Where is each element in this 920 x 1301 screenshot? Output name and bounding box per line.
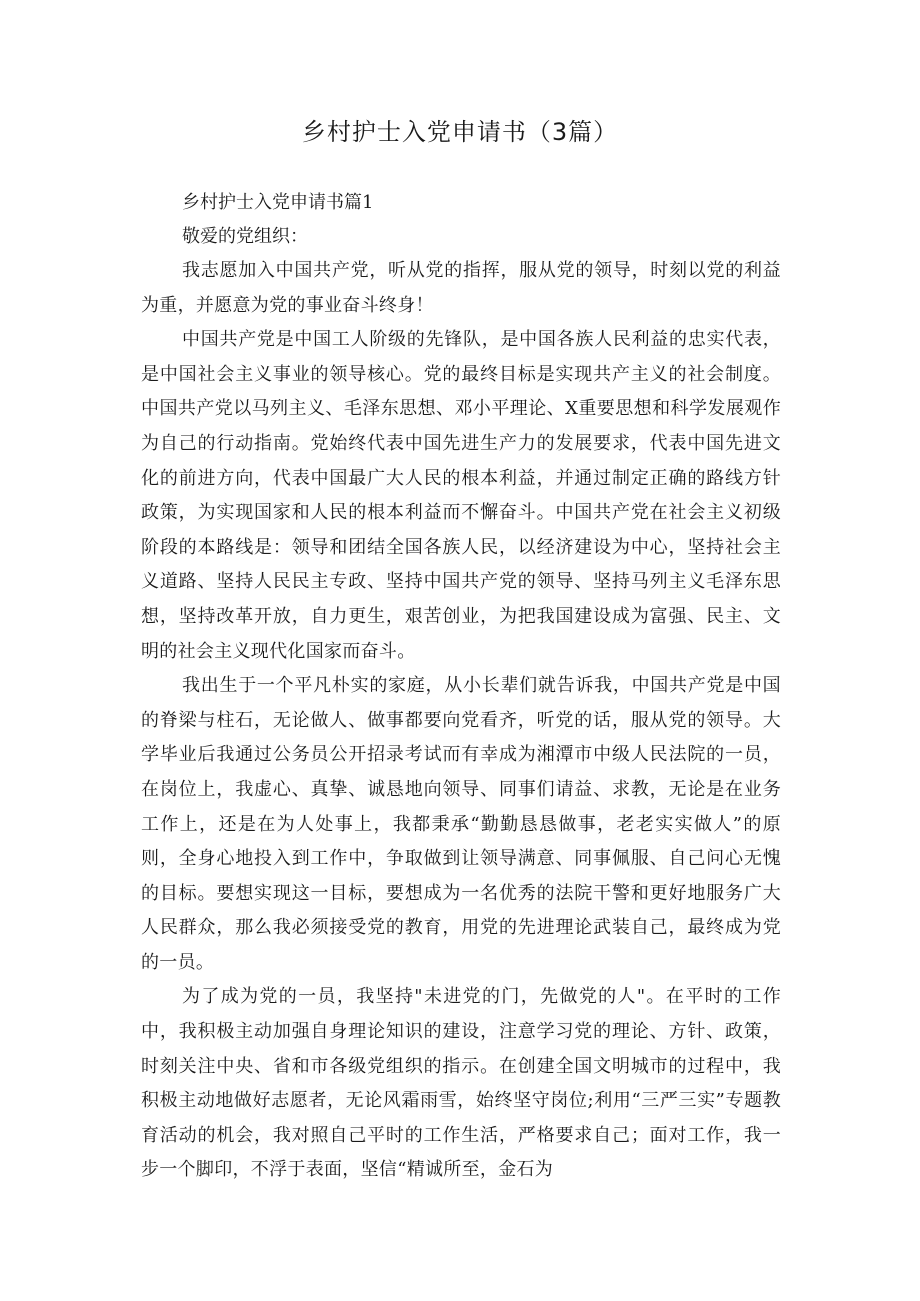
document-body [141,186,781,1188]
paragraph-practice: 为了成为党的一员，我坚持"未进党的门，先做党的人"。在平时的工作中，我积极主动加强自身理论知识的建设，注意学习党的理论、方针、政策，时刻关注中央、省和市各级党组织的指示。在创建全国文明城市的过程中，我积极主动地做好志愿者，无论风霜雨雪，始终坚守岗位;利用“三严三实”专题教育活动的机会，我对照自己平时的工作生活，严格要求自己；面对工作，我一步一个脚印，不浮于表面，坚信“精诚所至，金石为 [141,986,781,1181]
salutation: 敬爱的党组织： [182,226,308,247]
paragraph-personal-background: 我出生于一个平凡朴实的家庭，从小长辈们就告诉我，中国共产党是中国的脊梁与柱石，无论做人、做事都要向党看齐，听党的话，服从党的领导。大学毕业后我通过公务员公开招录考试而有幸成为湘潭市中级人民法院的一员，在岗位上，我虚心、真挚、诚恳地向领导、同事们请益、求教，无论是在业务工作上，还是在为人处事上，我都秉承“勤勤恳恳做事，老老实实做人”的原则，全身心地投入到工作中，争取做到让领导满意、同事佩服、自己问心无愧的目标。要想实现这一目标，要想成为一名优秀的法院干警和更好地服务广大人民群众，那么我必须接受党的教育，用党的先进理论武装自己，最终成为党的一员。 [141,675,781,973]
section-heading: 乡村护士入党申请书篇1 [182,192,374,213]
paragraph-pledge: 我志愿加入中国共产党，听从党的指挥，服从党的领导，时刻以党的利益为重，并愿意为党的事业奋斗终身！ [141,260,781,316]
document-title: 乡村护士入党申请书（3篇） [301,118,619,146]
paragraph-party-introduction: 中国共产党是中国工人阶级的先锋队，是中国各族人民利益的忠实代表，是中国社会主义事业的领导核心。党的最终目标是实现共产主义的社会制度。中国共产党以马列主义、毛泽东思想、邓小平理论、X重要思想和科学发展观作为自己的行动指南。党始终代表中国先进生产力的发展要求，代表中国先进文化的前进方向，代表中国最广大人民的根本利益，并通过制定正确的路线方针政策，为实现国家和人民的根本利益而不懈奋斗。中国共产党在社会主义初级阶段的本路线是：领导和团结全国各族人民，以经济建设为中心，坚持社会主义道路、坚持人民民主专政、坚持中国共产党的领导、坚持马列主义毛泽东思想，坚持改革开放，自力更生，艰苦创业，为把我国建设成为富强、民主、文明的社会主义现代化国家而奋斗。 [141,329,781,662]
